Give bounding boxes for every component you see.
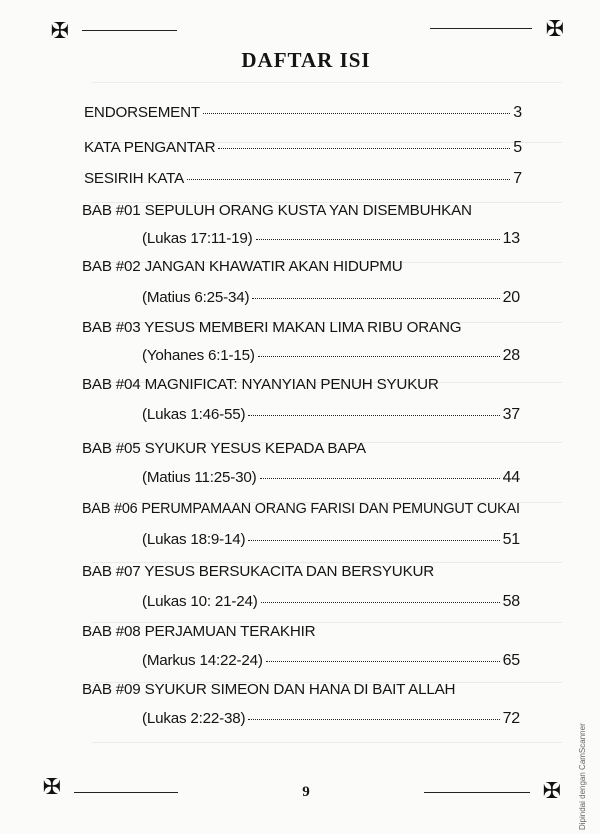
chapter-heading xyxy=(82,563,434,580)
entry-title: SESIRIH KATA xyxy=(84,170,184,187)
chapter-reference: (Lukas 1:46-55) xyxy=(142,406,246,423)
dot-leader xyxy=(261,601,500,603)
dot-leader xyxy=(260,477,500,479)
chapter-reference-line xyxy=(142,289,520,307)
chapter-page: 51 xyxy=(502,531,520,548)
chapter-label: BAB #07 YESUS BERSUKACITA DAN BERSYUKUR xyxy=(82,563,435,580)
dot-leader xyxy=(252,297,499,299)
toc-entry-sesirih-kata xyxy=(84,170,522,188)
chapter-heading xyxy=(82,623,315,640)
entry-title: KATA PENGANTAR xyxy=(84,139,216,156)
chapter-heading xyxy=(82,500,520,517)
chapter-page: 20 xyxy=(502,289,520,306)
chapter-reference-line xyxy=(142,347,520,365)
dot-leader xyxy=(248,414,499,416)
chapter-reference-line xyxy=(142,531,520,549)
chapter-reference-line xyxy=(142,230,520,248)
chapter-reference-line xyxy=(142,652,520,670)
chapter-page: 65 xyxy=(502,652,520,669)
chapter-reference: (Lukas 17:11-19) xyxy=(142,230,253,247)
chapter-label: BAB #06 PERUMPAMAAN ORANG FARISI DAN PEMUNGUT CUKAI xyxy=(82,500,520,517)
chapter-heading xyxy=(82,319,461,336)
dot-leader xyxy=(258,355,500,357)
chapter-reference: (Matius 11:25-30) xyxy=(142,469,257,486)
chapter-reference-line xyxy=(142,406,520,424)
chapter-heading xyxy=(82,202,472,219)
chapter-reference: (Matius 6:25-34) xyxy=(142,289,250,306)
cross-ornament-icon: ✠ xyxy=(542,779,562,804)
dot-leader xyxy=(203,112,510,114)
cross-ornament-icon: ✠ xyxy=(545,17,565,42)
chapter-heading xyxy=(82,681,455,698)
chapter-label: BAB #08 PERJAMUAN TERAKHIR xyxy=(82,623,316,640)
chapter-reference: (Markus 14:22-24) xyxy=(142,652,263,669)
chapter-label: BAB #03 YESUS MEMBERI MAKAN LIMA RIBU ORANG xyxy=(82,319,462,336)
chapter-reference: (Lukas 2:22-38) xyxy=(142,710,246,727)
chapter-label: BAB #04 MAGNIFICAT: NYANYIAN PENUH SYUKUR xyxy=(82,376,439,393)
chapter-heading xyxy=(82,258,403,275)
chapter-heading xyxy=(82,440,366,457)
page-title: DAFTAR ISI xyxy=(241,48,371,72)
chapter-label: BAB #09 SYUKUR SIMEON DAN HANA DI BAIT ALLAH xyxy=(82,681,456,698)
dot-leader xyxy=(248,539,499,541)
chapter-reference: (Yohanes 6:1-15) xyxy=(142,347,255,364)
chapter-page: 44 xyxy=(502,469,520,486)
entry-page: 7 xyxy=(513,170,522,187)
chapter-label: BAB #05 SYUKUR YESUS KEPADA BAPA xyxy=(82,440,366,457)
chapter-page: 72 xyxy=(502,710,520,727)
chapter-page: 13 xyxy=(502,230,520,247)
toc-entry-kata-pengantar xyxy=(84,139,522,157)
toc-entry-endorsement xyxy=(84,104,522,122)
chapter-heading xyxy=(82,376,439,393)
scanner-watermark: Dipindai dengan CamScanner xyxy=(578,723,587,830)
chapter-page: 28 xyxy=(502,347,520,364)
page-number: 9 xyxy=(302,784,310,800)
chapter-page: 58 xyxy=(502,593,520,610)
entry-page: 3 xyxy=(513,104,522,121)
chapter-reference-line xyxy=(142,469,520,487)
dot-leader xyxy=(218,147,510,149)
entry-page: 5 xyxy=(513,139,522,156)
dot-leader xyxy=(248,718,499,720)
chapter-reference-line xyxy=(142,710,520,728)
entry-title: ENDORSEMENT xyxy=(84,104,200,121)
chapter-label: BAB #01 SEPULUH ORANG KUSTA YAN DISEMBUHKAN xyxy=(82,202,472,219)
chapter-reference-line xyxy=(142,593,520,611)
dot-leader xyxy=(256,238,500,240)
cross-ornament-icon: ✠ xyxy=(42,775,62,800)
dot-leader xyxy=(266,660,500,662)
chapter-reference: (Lukas 10: 21-24) xyxy=(142,593,258,610)
cross-ornament-icon: ✠ xyxy=(50,19,70,44)
chapter-label: BAB #02 JANGAN KHAWATIR AKAN HIDUPMU xyxy=(82,258,403,275)
dot-leader xyxy=(187,178,510,180)
chapter-page: 37 xyxy=(502,406,520,423)
chapter-reference: (Lukas 18:9-14) xyxy=(142,531,246,548)
